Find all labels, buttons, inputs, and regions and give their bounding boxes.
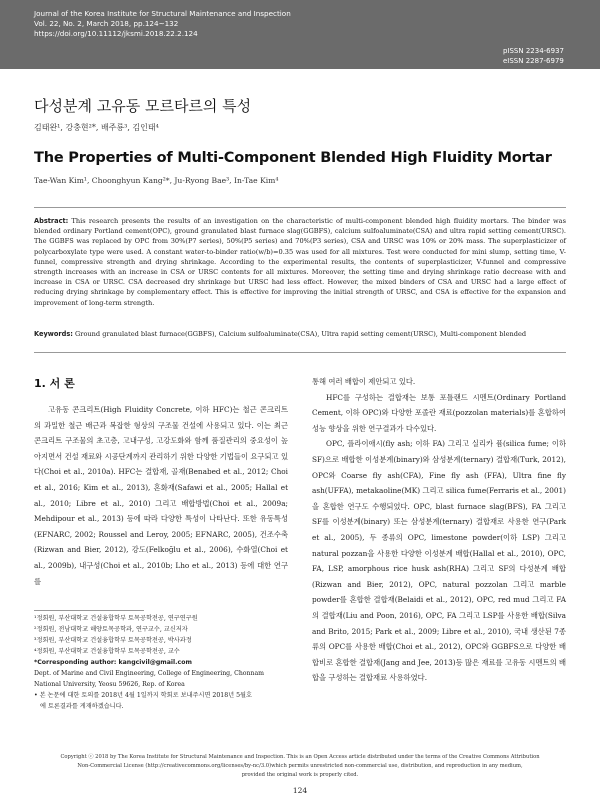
footnote: National University, Yeosu 59626, Rep. of Korea xyxy=(34,681,185,688)
abstract-label: Abstract: xyxy=(34,217,69,225)
footnote: 에 토론결과를 게재하겠습니다. xyxy=(40,703,124,710)
footnote: Dept. of Marine and Civil Engineering, College of Engineering, Chonnam xyxy=(34,670,265,677)
journal-header xyxy=(0,0,600,69)
footnote: ³정회원, 부산대학교 건설융합학부 토목공학전공, 박사과정 xyxy=(34,637,192,644)
footnotes xyxy=(34,613,290,712)
pissn: pISSN 2234-6937 xyxy=(502,47,564,55)
copyright-notice xyxy=(40,753,560,780)
keywords-text: Ground granulated blast furnace(GGBFS), Calcium sulfoaluminate(CSA), Ultra rapid setting cement(URSC), Multi-component blended xyxy=(75,330,527,338)
title-english: The Properties of Multi-Component Blended High Fluidity Mortar xyxy=(34,150,552,166)
paragraph: OPC, 플라이애시(fly ash; 이하 FA) 그리고 실리카 퓸(silica fume; 이하 SF)으로 배합한 이성분계(binary)와 삼성분계(ternary) 결합재(Turk, 2012), OPC와 Coarse fly ash(CFA), Fine fly ash (FFA), Ultra fine fly ash(UFFA), metakaoline(MK) 그리고 silica fume(Ferraris et al., 2001)을 혼합한 연구도 수행되었다. OPC, blast furnace slag(BFS), FA 그리고 SF를 이성분계(binary) 또는 삼성분계(ternary) 결합재로 사용한 연구(Park et al., 2005), 두 종류의 OPC, limestone powder(이하 LSP) 그리고 natural pozzan을 사용한 다양한 이성분계 배합(Hallal et al., 2010), OPC, FA, LSP, amorphous rice husk ash(RHA) 그리고 SF의 다성분계 배합(Rizwan and Bier, 2012), OPC, natural pozzolan 그리고 marble powder를 혼합한 결합재(Belaidi et al., 2012), OPC, red mud 그리고 FA의 결합재(Liu and Poon, 2016), OPC, FA 그리고 LSP를 사용한 배합(Silva and Brito, 2015; Park et al., 2009; Libre et al., 2010), 국내 생산된 7종류의 OPC를 사용한 배합(Choi et al., 2012), OPC와 GGBFS으로 다양한 배합비로 혼합한 결합재(Jang and Jee, 2013)등 많은 재료를 고유동 시멘트의 배합을 구성하는 결합재료 사용하였다. xyxy=(312,439,566,683)
paragraph: 고유동 콘크리트(High Fluidity Concrete, 이하 HFC)는 철근 콘크리트의 과밀한 철근 배근과 복잡한 형상의 구조물 건설에 사용되고 있다. 이는 최근 콘크리트 구조물의 초고층, 고내구성, 고강도화와 함께 품질관리의 중요성이 높아지면서 건설 재료와 시공단계까지 관리하기 위한 다양한 기법들이 요구되고 있다(Choi et al., 2010a). HFC는 결합재, 골재(Benabed et al., 2012; Choi et al., 2016; Kim et al., 2013), 혼화재(Safawi et al., 2005; Hallal et al., 2010; Libre et al., 2010) 그리고 배합방법(Choi et al., 2009a; Mehdipour et al., 2013) 등에 따라 다양한 특성이 나타난다. 또한 유동특성(EFNARC, 2002; Roussel and Leroy, 2005; EFNARC, 2005), 건조수축(Rizwan and Bier, 2012), 강도(Felkoğlu et al., 2006), 수화열(Choi et al., 2009b), 내구성(Choi et al., 2010b; Lho et al., 2013) 등에 대한 연구를 xyxy=(34,405,288,586)
divider-bottom xyxy=(34,352,566,353)
copyright-line: provided the original work is properly cited. xyxy=(241,772,359,778)
footnote: ²정회원, 전남대학교 해양토목공학과, 연구교수, 교신저자 xyxy=(34,626,188,633)
paragraph: 통해 여러 배합이 제안되고 있다. xyxy=(312,377,416,386)
footnote-divider xyxy=(34,610,144,611)
section-title: 1. 서 론 xyxy=(34,377,75,390)
footnote: ⁴정회원, 부산대학교 건설융합학부 토목공학전공, 교수 xyxy=(34,648,180,655)
divider-top xyxy=(34,207,566,208)
body-left-column xyxy=(34,402,288,589)
title-korean: 다성분계 고유동 모르타르의 특성 xyxy=(34,97,252,115)
body-right-column xyxy=(312,374,566,686)
copyright-line: Non-Commercial License (http://creativecommons.org/licenses/by-nc/3.0)which permits unrestricted non-commercial use, distribution, and reproduction in any medium, xyxy=(77,763,523,769)
abstract xyxy=(34,216,566,308)
keywords-label: Keywords: xyxy=(34,330,73,338)
authors-english: Tae-Wan Kim¹, Choonghyun Kang²*, Ju-Ryong Bae³, In-Tae Kim⁴ xyxy=(34,176,279,185)
footnote: • 본 논문에 대한 토의를 2018년 4월 1일까지 학회로 보내주시면 2018년 5월호 xyxy=(34,692,253,699)
eissn: eISSN 2287-6979 xyxy=(502,57,564,65)
paragraph: HFC를 구성하는 결합재는 보통 포틀랜드 시멘트(Ordinary Portland Cement, 이하 OPC)와 다양한 포졸란 재료(pozzolan materials)를 혼합하여 성능 향상을 위한 연구결과가 다수있다. xyxy=(312,392,566,433)
footnote-corresponding: *Corresponding author: kangcivil@gmail.com xyxy=(34,659,192,666)
page-number: 124 xyxy=(292,786,308,795)
journal-name: Journal of the Korea Institute for Structural Maintenance and Inspection xyxy=(34,9,291,18)
journal-info xyxy=(34,9,291,39)
copyright-line: Copyright ⓒ 2018 by The Korea Institute for Structural Maintenance and Inspection. This is an Open Access article distributed under the terms of the Creative Commons Attribution xyxy=(60,754,540,760)
keywords xyxy=(34,329,566,339)
footnote: ¹정회원, 부산대학교 건설융합학부 토목공학전공, 연구연구원 xyxy=(34,615,198,622)
journal-volume: Vol. 22, No. 2, March 2018, pp.124~132 xyxy=(34,19,179,28)
journal-doi[interactable]: https://doi.org/10.11112/jksmi.2018.22.2.124 xyxy=(34,29,198,38)
authors-korean: 김태완¹, 강충현²*, 배주룡³, 김인태⁴ xyxy=(34,123,159,132)
abstract-text: This research presents the results of an investigation on the characteristic of multi-component blended high fluidity mortars. The binder was blended ordinary Portland cement(OPC), ground granulated blast furnace slag(GGBFS), calcium sulfoaluminate(CSA) and ultra rapid setting cement(URSC). The GGBFS was replaced by OPC from 30%(P7 series), 50%(P5 series) and 70%(P3 series), CSA and URSC was 10% or 20% mass. The superplasticizer of polycarboxylate type were used. A constant water-to-binder ratio(w/b)=0.35 was used for all mixtures. Test were conducted for mini slump, setting time, V-funnel, compressive strength and drying shrinkage. According to the experimental results, the contents of superplasticizer, V-funnel and compressive strength increases with an increase in CSA or URSC contents for all mixtures. Moreover, the setting time and drying shrinkage ratio decrease with and increase in CSA or URSC. CSA decreased dry shrinkage but URSC had less effect. However, the mixed binders of CSA and URSC had a large effect of reducing drying shrinkage by complementary effect. This is effective for improving the initial strength of URSC, and CSA is effective for the expansion and improvement of long-term strength. xyxy=(34,217,566,307)
issn-info xyxy=(503,46,564,66)
